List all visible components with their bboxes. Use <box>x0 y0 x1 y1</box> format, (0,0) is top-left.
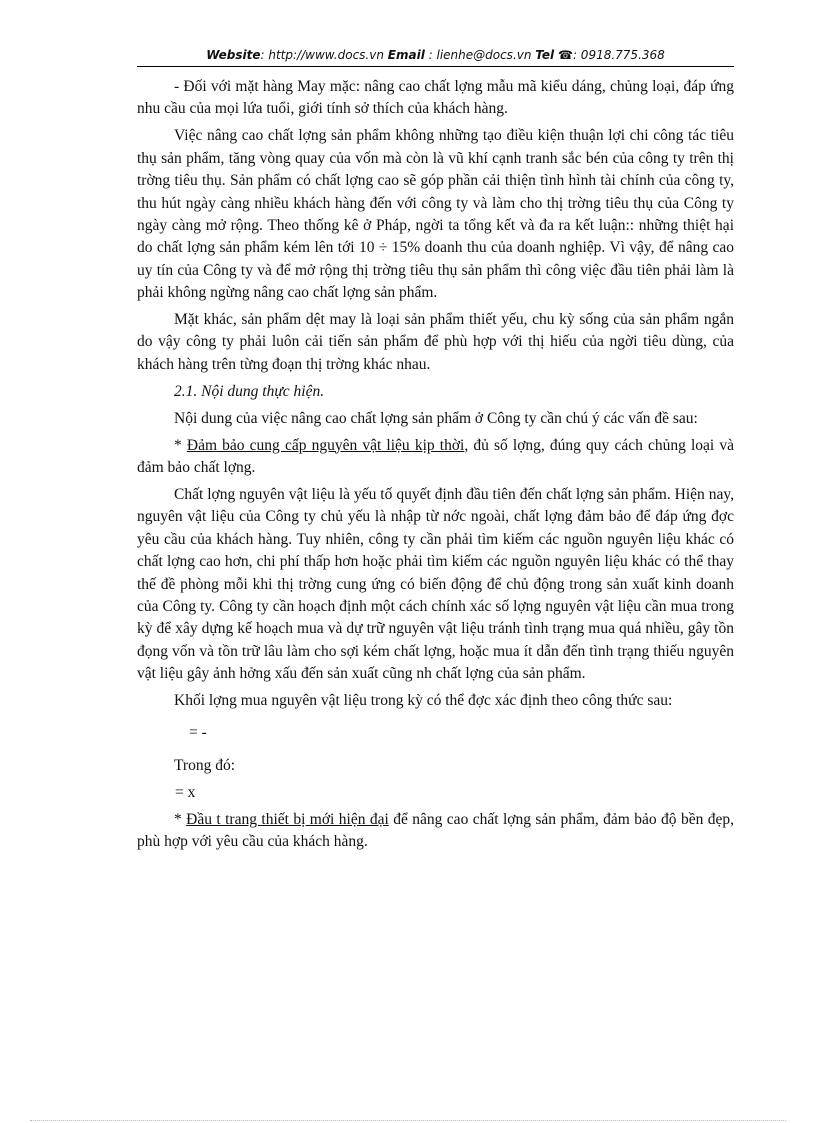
tel-value: : 0918.775.368 <box>572 48 665 62</box>
underlined-heading-materials: Đảm bảo cung cấp nguyên vật liệu kịp thời <box>186 436 465 454</box>
paragraph-material-supply <box>137 435 734 480</box>
footer-divider <box>30 1120 786 1121</box>
underlined-heading-equipment: Đầu t trang thiết bị mới hiện đại <box>186 810 389 828</box>
tel-label: Tel <box>535 48 555 62</box>
paragraph-purchase-volume: Khối lợng mua nguyên vật liệu trong kỳ có thể đợc xác định theo công thức sau: <box>174 692 673 710</box>
paragraph-material-quality: Chất lợng nguyên vật liệu là yếu tố quyết định đầu tiên đến chất lợng sản phẩm. Hiện nay, nguyên vật liệu của Công ty chủ yếu là nhập từ nớc ngoài, chất lợng đảm bảo để đáp ứng đợc yêu cầu của khách hàng. Tuy nhiên, công ty cần phải tìm kiếm các nguồn nguyên liệu khác có chất lợng cao hơn, chi phí thấp hơn hoặc phải tìm kiếm các nguồn nguyên liệu khác có thể thay thế đề phòng mỗi khi thị trờng cung ứng có biến động để chủ động trong sản xuất kinh doanh của Công ty. Công ty cần hoạch định một cách chính xác số lợng nguyên vật liệu cần mua trong kỳ để xây dựng kế hoạch mua và dự trữ nguyên vật liệu tránh tình trạng mua quá nhiều, gây tồn đọng vốn và tồn trữ lâu làm cho sợi kém chất lợng, hoặc mua ít dẫn đến tình trạng thiếu nguyên vật liệu gây ảnh hởng xấu đến sản xuất cũng nh chất lợng của sản phẩm. <box>137 485 734 683</box>
paragraph-quality-importance: Việc nâng cao chất lợng sản phẩm không những tạo điều kiện thuận lợi chi công tác tiêu thụ sản phẩm, tăng vòng quay của vốn mà còn là vũ khí cạnh tranh sắc bén của công ty trên thị trờng tiêu thụ. Sản phẩm có chất lợng cao sẽ góp phần cải thiện tình hình tài chính của công ty, thu hút ngày càng nhiều khách hàng đến với công ty và làm cho thị trờng tiêu thụ của Công ty ngày càng mở rộng. Theo thống kê ở Pháp, ngời ta tổng kết và đa ra kết luận:: những thiệt hại do chất lợng sản phẩm kém lên tới 10 ÷ 15% doanh thu của doanh nghiệp. Vì vậy, để nâng cao uy tín của Công ty và để mở rộng thị trờng tiêu thụ sản phẩm thì công việc đầu tiên phải làm là phải không ngừng nâng cao chất lợng sản phẩm. <box>137 127 734 302</box>
website-value: : http://www.docs.vn <box>260 48 388 62</box>
website-label: Website <box>206 48 261 62</box>
paragraph-product-lifecycle: Mặt khác, sản phẩm dệt may là loại sản phẩm thiết yếu, chu kỳ sống của sản phẩm ngắn do vậy công ty phải luôn cải tiến sản phẩm để phù hợp với thị hiếu của ngời tiêu dùng, của khách hàng trên từng đoạn thị trờng khác nhau. <box>137 311 734 373</box>
page-header <box>137 44 734 67</box>
bullet-marker: * <box>174 810 187 828</box>
telephone-icon: ☎ <box>558 48 573 62</box>
formula-one: = - <box>189 724 207 742</box>
paragraph-apparel: - Đối với mặt hàng May mặc: nâng cao chất lợng mẫu mã kiểu dáng, chủng loại, đáp ứng nhu cầu của mọi lứa tuổi, giới tính sở thích của khách hàng. <box>137 78 734 118</box>
material-supply-text: , đủ số lợng, đúng quy cách chủng loại và đảm bảo chất lợng. <box>137 436 734 476</box>
email-label: Email <box>387 48 425 62</box>
bullet-marker: * <box>174 436 187 454</box>
document-body <box>137 76 734 858</box>
equipment-text: để nâng cao chất lợng sản phẩm, đảm bảo độ bền đẹp, phù hợp với yêu cầu của khách hàng. <box>137 810 735 851</box>
paragraph-equipment-investment <box>137 809 734 854</box>
formula-two: = x <box>175 783 196 801</box>
email-value: : lienhe@docs.vn <box>424 48 536 62</box>
where-label: Trong đó: <box>174 756 236 774</box>
paragraph-content-intro: Nội dung của việc nâng cao chất lợng sản phẩm ở Công ty cần chú ý các vấn đề sau: <box>174 409 698 427</box>
section-heading: 2.1. Nội dung thực hiện. <box>174 382 325 400</box>
